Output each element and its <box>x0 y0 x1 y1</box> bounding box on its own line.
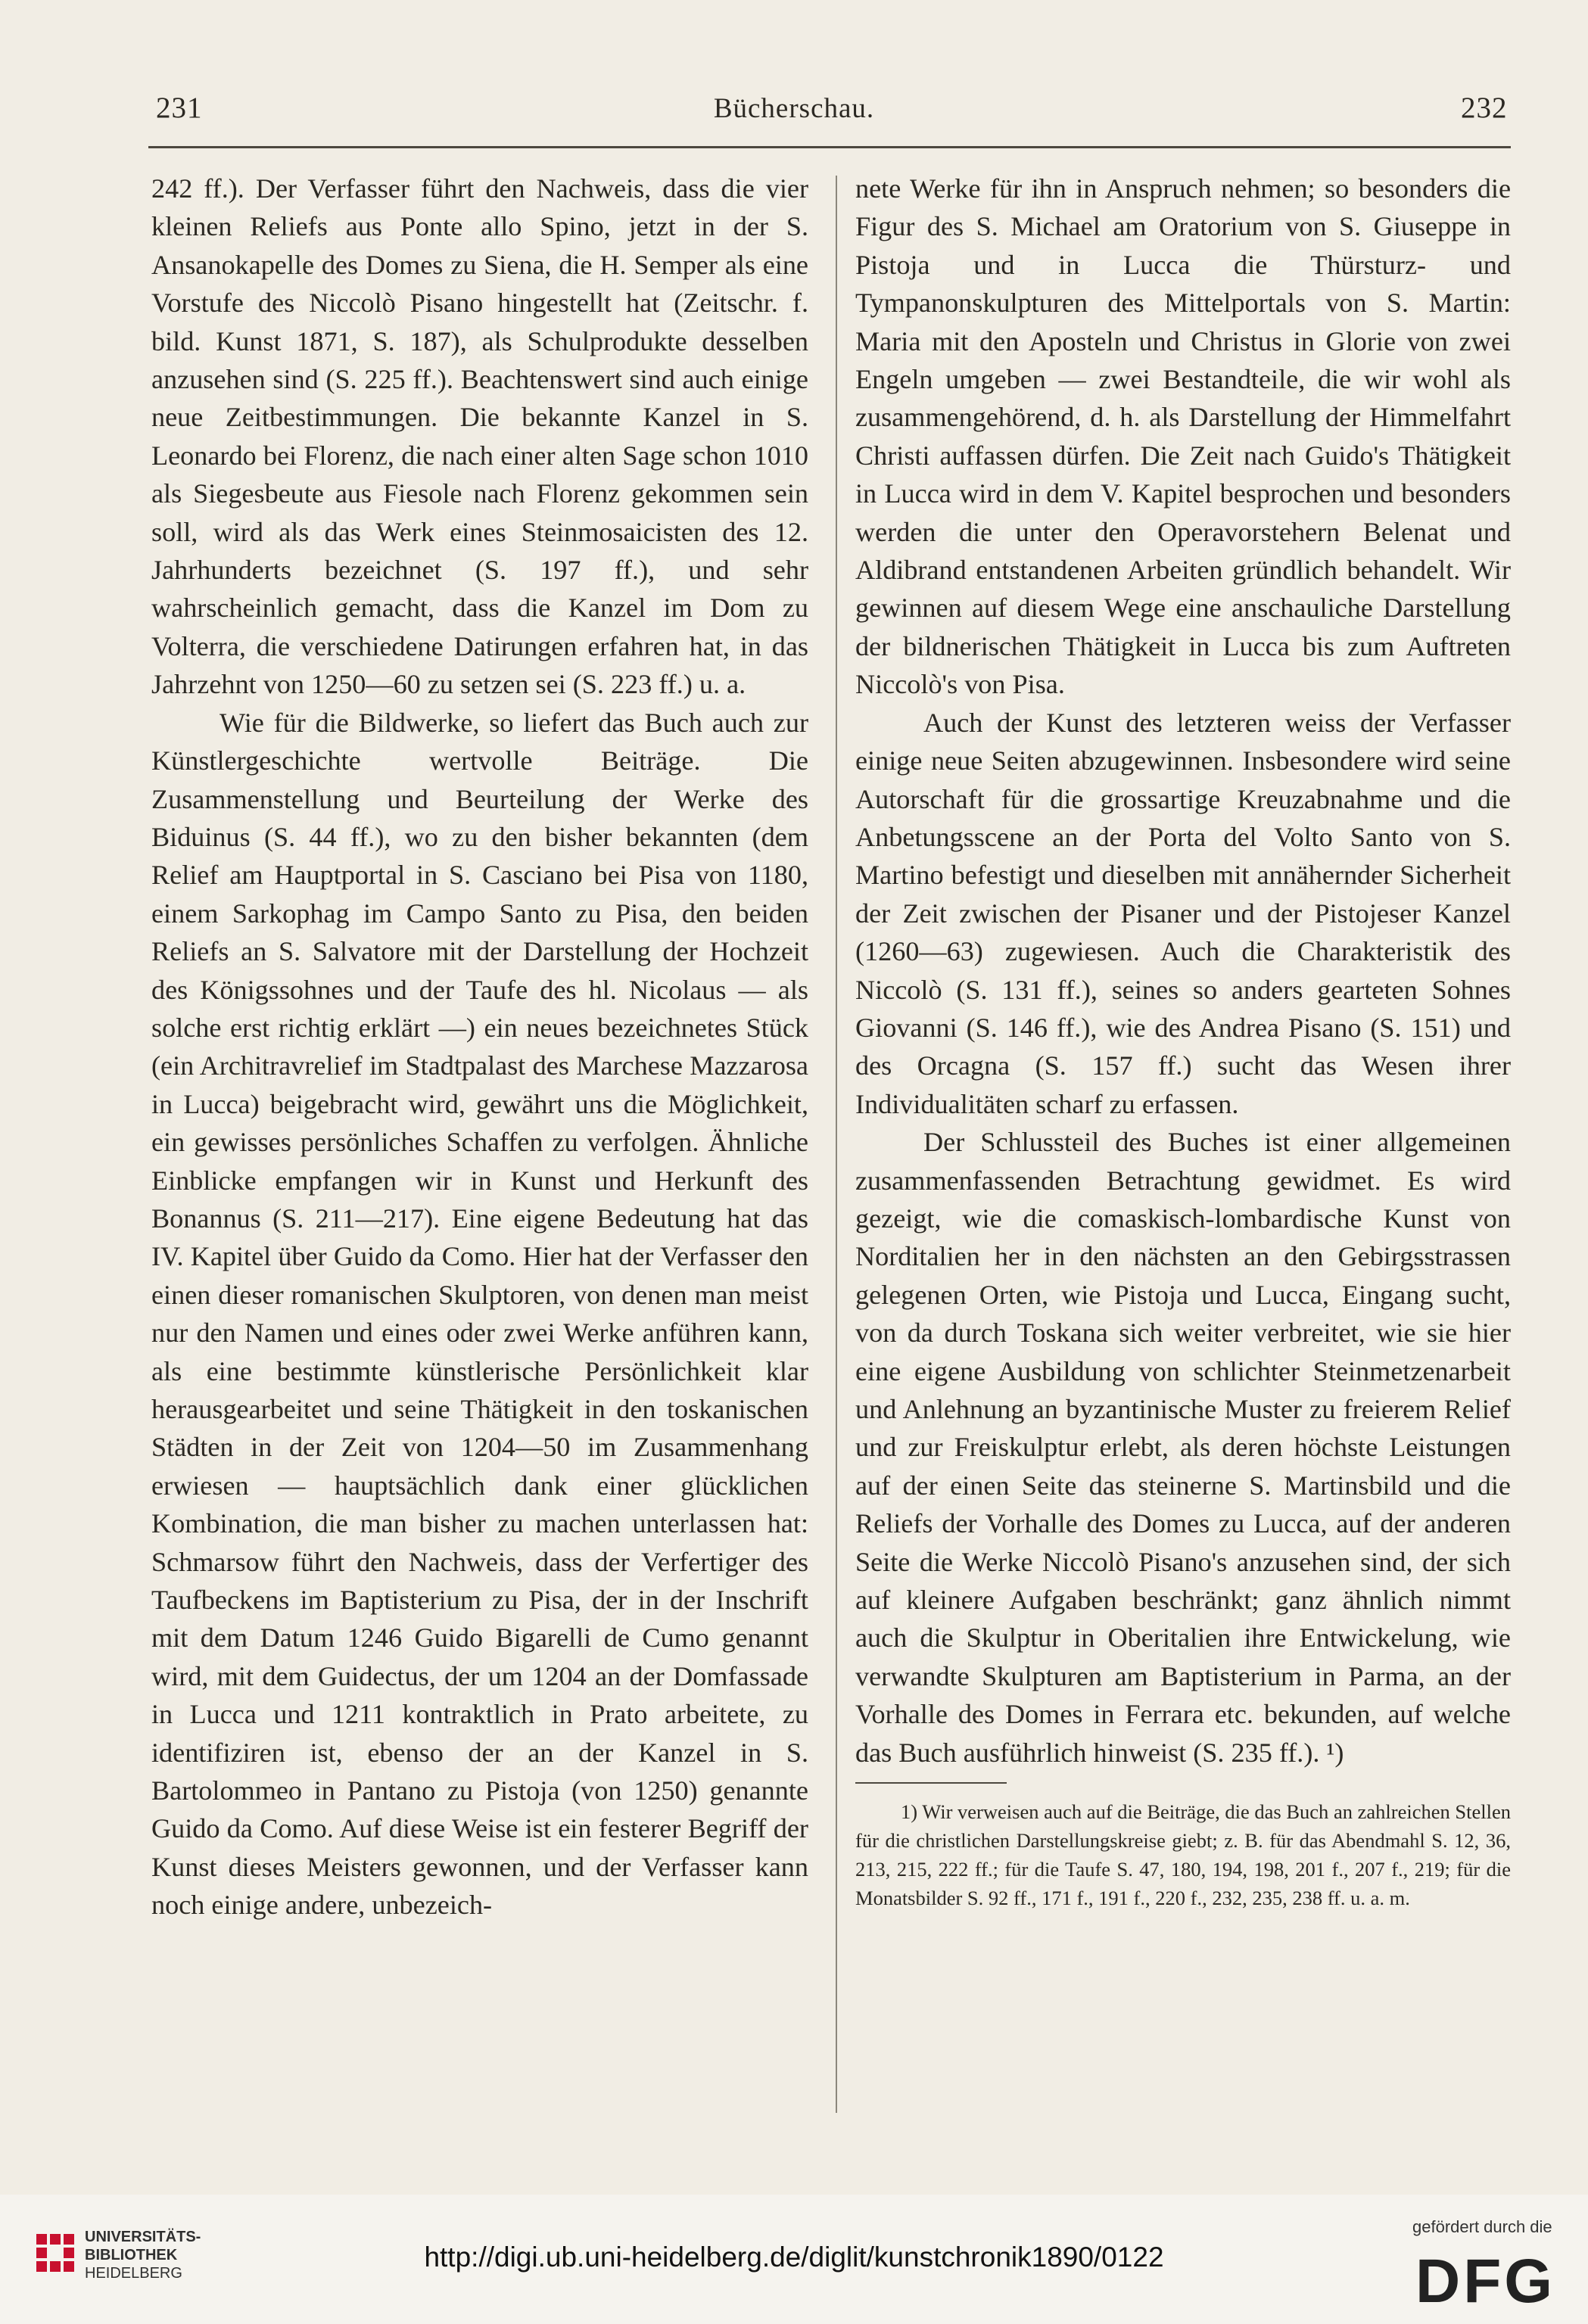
page-number-right: 232 <box>1461 92 1508 124</box>
left-column <box>151 170 808 1924</box>
header-rule <box>148 146 1511 148</box>
library-line-2: BIBLIOTHEK <box>85 2247 178 2263</box>
right-column <box>855 170 1511 1912</box>
dfg-logo: DFG <box>1415 2247 1556 2316</box>
page-number-left: 231 <box>156 92 203 124</box>
library-line-1: UNIVERSITÄTS- <box>85 2229 201 2245</box>
right-paragraph-1: nete Werke für ihn in Anspruch nehmen; so besonders die Figur des S. Michael am Oratorium von S. Giuseppe in Pistoja und in Lucca die Thürsturz- und Tympanonskulpturen des Mittelportals von S. Martin: Maria mit den Aposteln und Christus in Glorie von zwei Engeln umgeben — zwei Bestandteile, die wir wohl als zusammengehörend, d. h. als Darstellung der Himmelfahrt Christi auffassen dürfen. Die Zeit nach Guido's Thätigkeit in Lucca wird in dem V. Kapitel besprochen und besonders werden die unter den Operavorstehern Belenat und Aldibrand entstandenen Arbeiten gründlich behandelt. Wir gewinnen auf diesem Wege eine anschauliche Darstellung der bildnerischen Thätigkeit in Lucca bis zum Auftreten Niccolò's von Pisa. <box>855 173 1511 700</box>
library-line-3: HEIDELBERG <box>85 2265 182 2282</box>
right-paragraph-2: Auch der Kunst des letzteren weiss der Verfasser einige neue Seiten abzugewinnen. Insbesondere wird seine Autorschaft für die grossartige Kreuzabnahme und die Anbetungsscene an der Porta del Volto Santo von S. Martino befestigt und dieselben mit annähernder Sicherheit der Zeit zwischen der Pisaner und der Pistojeser Kanzel (1260—63) zugewiesen. Auch die Charakteristik des Niccolò (S. 131 ff.), seines so anders gearteten Sohnes Giovanni (S. 146 ff.), wie des Andrea Pisano (S. 151) und des Orcagna (S. 157 ff.) sucht das Wesen ihrer Individualitäten scharf zu erfassen. <box>855 707 1511 1119</box>
left-paragraph-1: 242 ff.). Der Verfasser führt den Nachweis, dass die vier kleinen Reliefs aus Ponte allo Spino, jetzt in der S. Ansanokapelle des Domes zu Siena, die H. Semper als eine Vorstufe des Niccolò Pisano hingestellt hat (Zeitschr. f. bild. Kunst 1871, S. 187), als Schulprodukte desselben anzusehen sind (S. 225 ff.). Beachtenswert sind auch einige neue Zeitbestimmungen. Die bekannte Kanzel in S. Leonardo bei Florenz, die nach einer alten Sage schon 1010 als Siegesbeute aus Fiesole nach Florenz gekommen sein soll, wird als das Werk eines Steinmosaicisten des 12. Jahrhunderts bezeichnet (S. 197 ff.), und sehr wahrscheinlich gemacht, dass die Kanzel im Dom zu Volterra, die verschiedene Datirungen erfahren hat, in das Jahrzehnt von 1250—60 zu setzen sei (S. 223 ff.) u. a. <box>151 173 808 700</box>
footnote: 1) Wir verweisen auch auf die Beiträge, die das Buch an zahlreichen Stellen für die christlichen Darstellungskreise giebt; z. B. für das Abendmahl S. 12, 36, 213, 215, 222 ff.; für die Taufe S. 47, 180, 194, 198, 201 f., 207 f., 219; für die Monatsbilder S. 92 ff., 171 f., 191 f., 220 f., 232, 235, 238 ff. u. a. m. <box>855 1800 1511 1910</box>
column-divider <box>836 176 837 2113</box>
funded-by-label: gefördert durch die <box>1412 2217 1552 2236</box>
left-paragraph-2: Wie für die Bildwerke, so liefert das Buch auch zur Künstlergeschichte wertvolle Beiträge. Die Zusammenstellung und Beurteilung der Werke des Biduinus (S. 44 ff.), wo zu den bisher bekannten (dem Relief am Hauptportal in S. Casciano bei Pisa von 1180, einem Sarkophag im Campo Santo zu Pisa, den beiden Reliefs an S. Salvatore mit der Darstellung der Hochzeit des Königssohnes und der Taufe des hl. Nicolaus — als solche erst richtig erklärt —) ein neues bezeichnetes Stück (ein Architravrelief im Stadtpalast des Marchese Mazzarosa in Lucca) beigebracht wird, gewährt uns die Möglichkeit, ein gewisses persönliches Schaffen zu verfolgen. Ähnliche Einblicke empfangen wir in Kunst und Herkunft des Bonannus (S. 211—217). Eine eigene Bedeutung hat das IV. Kapitel über Guido da Como. Hier hat der Verfasser den einen dieser romanischen Skulptoren, von denen man meist nur den Namen und eines oder zwei Werke anführen kann, als eine bestimmte künstlerische Persönlichkeit klar herausgearbeitet und seine Thätigkeit in den toskanischen Städten in der Zeit von 1204—50 im Zusammenhang erwiesen — hauptsächlich dank einer glücklichen Kombination, die man bisher zu machen unterlassen hat: Schmarsow führt den Nachweis, dass der Verfertiger des Taufbeckens im Baptisterium zu Pisa, der in der Inschrift mit dem Datum 1246 Guido Bigarelli de Cumo genannt wird, mit dem Guidectus, der um 1204 an der Domfassade in Lucca und 1211 kontraktlich in Prato arbeitete, zu identifiziren ist, ebenso der an der Kanzel in S. Bartolommeo in Pantano zu Pistoja (von 1250) genannte Guido da Como. Auf diese Weise ist ein festerer Begriff der Kunst dieses Meisters gewonnen, und der Verfasser kann noch einige andere, unbezeich- <box>151 707 808 1921</box>
footnote-rule <box>855 1782 1007 1784</box>
permalink-url[interactable]: http://digi.ub.uni-heidelberg.de/diglit/kunstchronik1890/0122 <box>424 2242 1164 2273</box>
right-paragraph-3: Der Schlussteil des Buches ist einer allgemeinen zusammenfassenden Betrachtung gewidmet. Es wird gezeigt, wie die comaskisch-lombardische Kunst von Norditalien her in den nächsten an den Gebirgsstrassen gelegenen Orten, wie Pistoja und Lucca, Eingang sucht, von da durch Toskana sich weiter verbreitet, wie sie hier eine eigene Ausbildung von schlichter Steinmetzenarbeit und Anlehnung an byzantinische Muster zu freierem Relief und zur Freiskulptur erlebt, als deren höchste Leistungen auf der einen Seite das steinerne S. Martinsbild und die Reliefs der Vorhalle des Domes zu Lucca, auf der anderen Seite die Werke Niccolò Pisano's anzusehen sind, der sich auf kleinere Aufgaben beschränkt; ganz ähnlich nimmt auch die Skulptur in Oberitalien ihre Entwickelung, wie verwandte Skulpturen am Baptisterium in Parma, an der Vorhalle des Domes in Ferrara etc. bekunden, auf welche das Buch ausführlich hinweist (S. 235 ff.). ¹) <box>855 1127 1511 1768</box>
running-title: Bücherschau. <box>713 93 875 124</box>
